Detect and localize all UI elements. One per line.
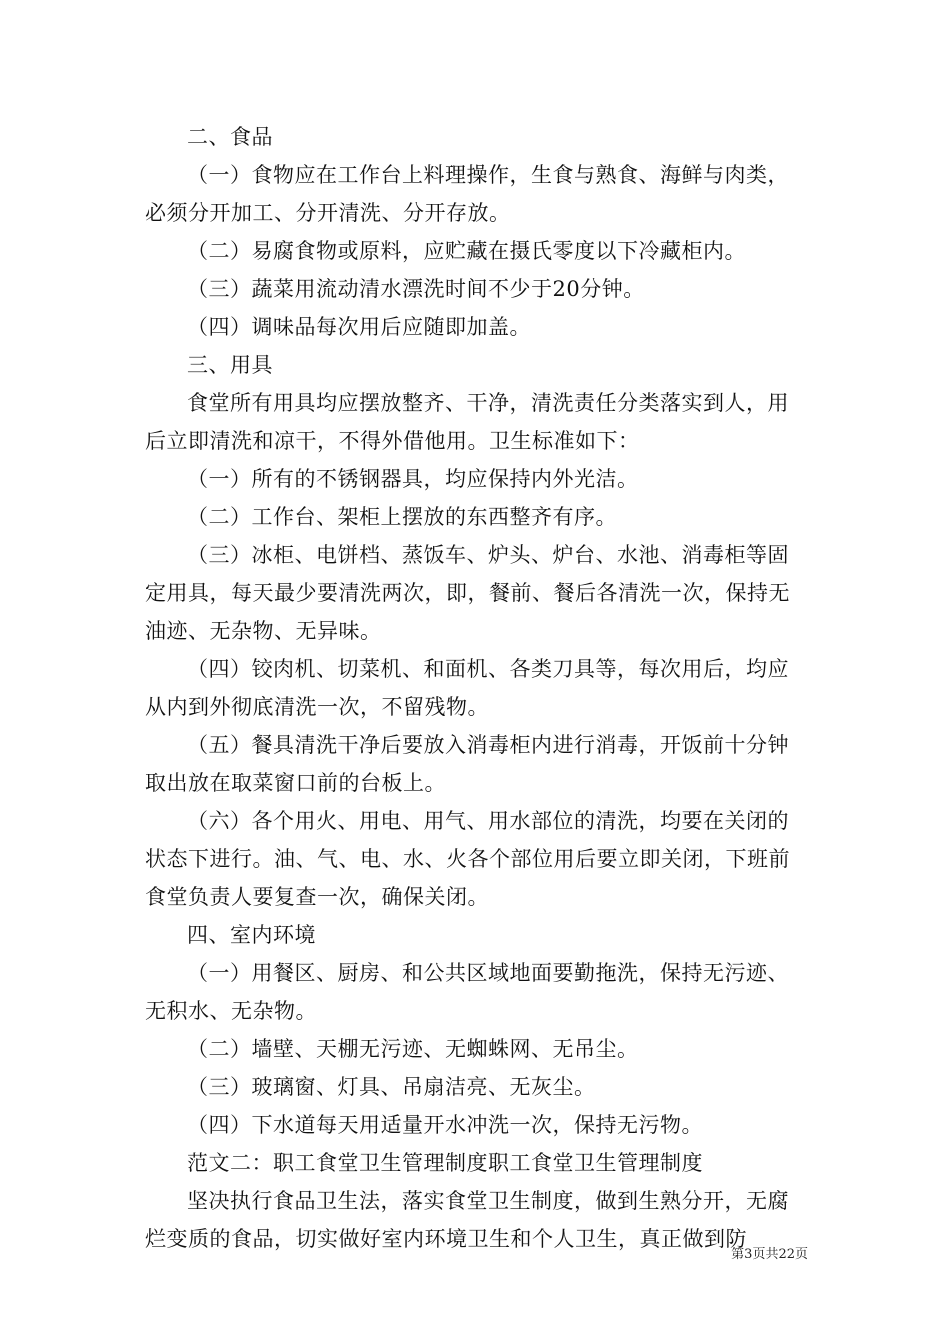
- food-item-2: （二）易腐食物或原料，应贮藏在摄氏零度以下冷藏柜内。: [187, 239, 746, 263]
- heading-utensils: 三、用具: [187, 353, 273, 377]
- heading-indoor-environment: 四、室内环境: [187, 923, 316, 947]
- document-body: [145, 118, 810, 1258]
- food-item-1: （一）食物应在工作台上料理操作，生食与熟食、海鲜与肉类，必须分开加工、分开清洗、分开存放。: [145, 163, 789, 225]
- utensils-item-3: （三）冰柜、电饼档、蒸饭车、炉头、炉台、水池、消毒柜等固定用具，每天最少要清洗两次，即，餐前、餐后各清洗一次，保持无油迹、无杂物、无异味。: [145, 543, 790, 643]
- utensils-item-2: （二）工作台、架柜上摆放的东西整齐有序。: [187, 505, 617, 529]
- heading-food: 二、食品: [187, 125, 273, 149]
- utensils-item-4: （四）铰肉机、切菜机、和面机、各类刀具等，每次用后，均应从内到外彻底清洗一次，不留残物。: [145, 657, 789, 719]
- page-number: 第3页共22页: [731, 1247, 808, 1262]
- food-item-4: （四）调味品每次用后应随即加盖。: [187, 315, 531, 339]
- utensils-item-1: （一）所有的不锈钢器具，均应保持内外光洁。: [187, 467, 639, 491]
- utensils-item-5: （五）餐具清洗干净后要放入消毒柜内进行消毒，开饭前十分钟取出放在取菜窗口前的台板上。: [145, 733, 789, 795]
- utensils-intro: 食堂所有用具均应摆放整齐、干净，清洗责任分类落实到人，用后立即清洗和凉干，不得外借他用。卫生标准如下：: [145, 391, 789, 453]
- environment-item-2: （二）墙壁、天棚无污迹、无蜘蛛网、无吊尘。: [187, 1037, 639, 1061]
- utensils-item-6: （六）各个用火、用电、用气、用水部位的清洗，均要在关闭的状态下进行。油、气、电、水、火各个部位用后要立即关闭，下班前食堂负责人要复查一次，确保关闭。: [145, 809, 790, 909]
- environment-item-3: （三）玻璃窗、灯具、吊扇洁亮、无灰尘。: [187, 1075, 596, 1099]
- food-item-3: （三）蔬菜用流动清水漂洗时间不少于20分钟。: [187, 277, 645, 301]
- environment-item-1: （一）用餐区、厨房、和公共区域地面要勤拖洗，保持无污迹、无积水、无杂物。: [145, 961, 789, 1023]
- sample-two-body: 坚决执行食品卫生法，落实食堂卫生制度，做到生熟分开，无腐烂变质的食品，切实做好室内环境卫生和个人卫生，真正做到防: [145, 1189, 789, 1251]
- environment-item-4: （四）下水道每天用适量开水冲洗一次，保持无污物。: [187, 1113, 703, 1137]
- sample-two-title: 范文二：职工食堂卫生管理制度职工食堂卫生管理制度: [187, 1151, 703, 1175]
